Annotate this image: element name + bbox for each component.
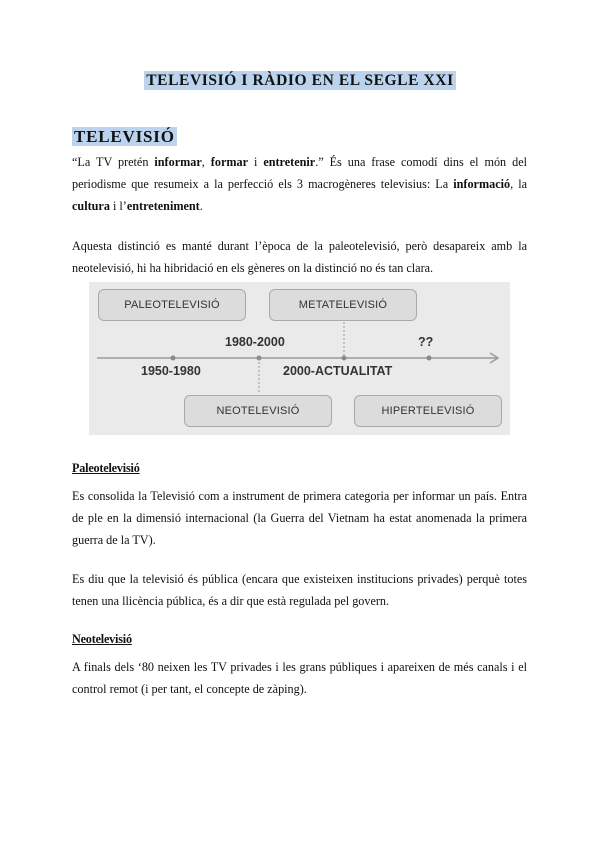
section-heading-text: TELEVISIÓ [74,127,175,146]
distinction-paragraph: Aquesta distinció es manté durant l’època de la paleotelevisió, però desapareix amb la neotelevisió, hi ha hibridació en els gèneres on la distinció no és tan clara. [72,239,527,275]
intro-paragraph: “La TV pretén informar, formar i entretenir.” És una frase comodí dins el món del periodisme que resumeix a la perfecció els 3 macrogèneres televisius: La informació, la cultura i l’entreteniment. [72,155,527,213]
section-heading [72,127,177,147]
timeline-dot-1950 [171,356,176,361]
timeline-dot-future [427,356,432,361]
label-1950-1980: 1950-1980 [141,364,201,378]
neo-paragraph-1: A finals dels ‘80 neixen les TV privades i les grans públiques i apareixen de més canals i el control remot (i per tant, el concepte de zàping). [72,660,527,696]
label-1980-2000: 1980-2000 [225,335,285,349]
box-neotelevisio: NEOTELEVISIÓ [184,395,332,427]
label-2000-actualitat: 2000-ACTUALITAT [283,364,393,378]
tv-eras-diagram [89,282,510,435]
paleo-heading: Paleotelevisió [72,461,140,475]
box-hipertelevisio: HIPERTELEVISIÓ [354,395,502,427]
document-title [0,72,600,90]
document-title-text: TELEVISIÓ I RÀDIO EN EL SEGLE XXI [146,72,454,89]
neo-heading: Neotelevisió [72,632,132,646]
label-unknown: ?? [418,335,434,349]
paleo-paragraph-2: Es diu que la televisió és pública (encara que existeixen institucions privades) perquè totes tenen una llicència pública, és a dir que està regulada pel govern. [72,572,527,608]
box-metatelevisio: METATELEVISIÓ [269,289,417,321]
paleo-paragraph-1: Es consolida la Televisió com a instrument de primera categoria per informar un país. Entra de ple en la dimensió internacional (la Guerra del Vietnam ha estat anomenada la primera guerra de la TV). [72,489,527,547]
box-paleotelevisio: PALEOTELEVISIÓ [98,289,246,321]
